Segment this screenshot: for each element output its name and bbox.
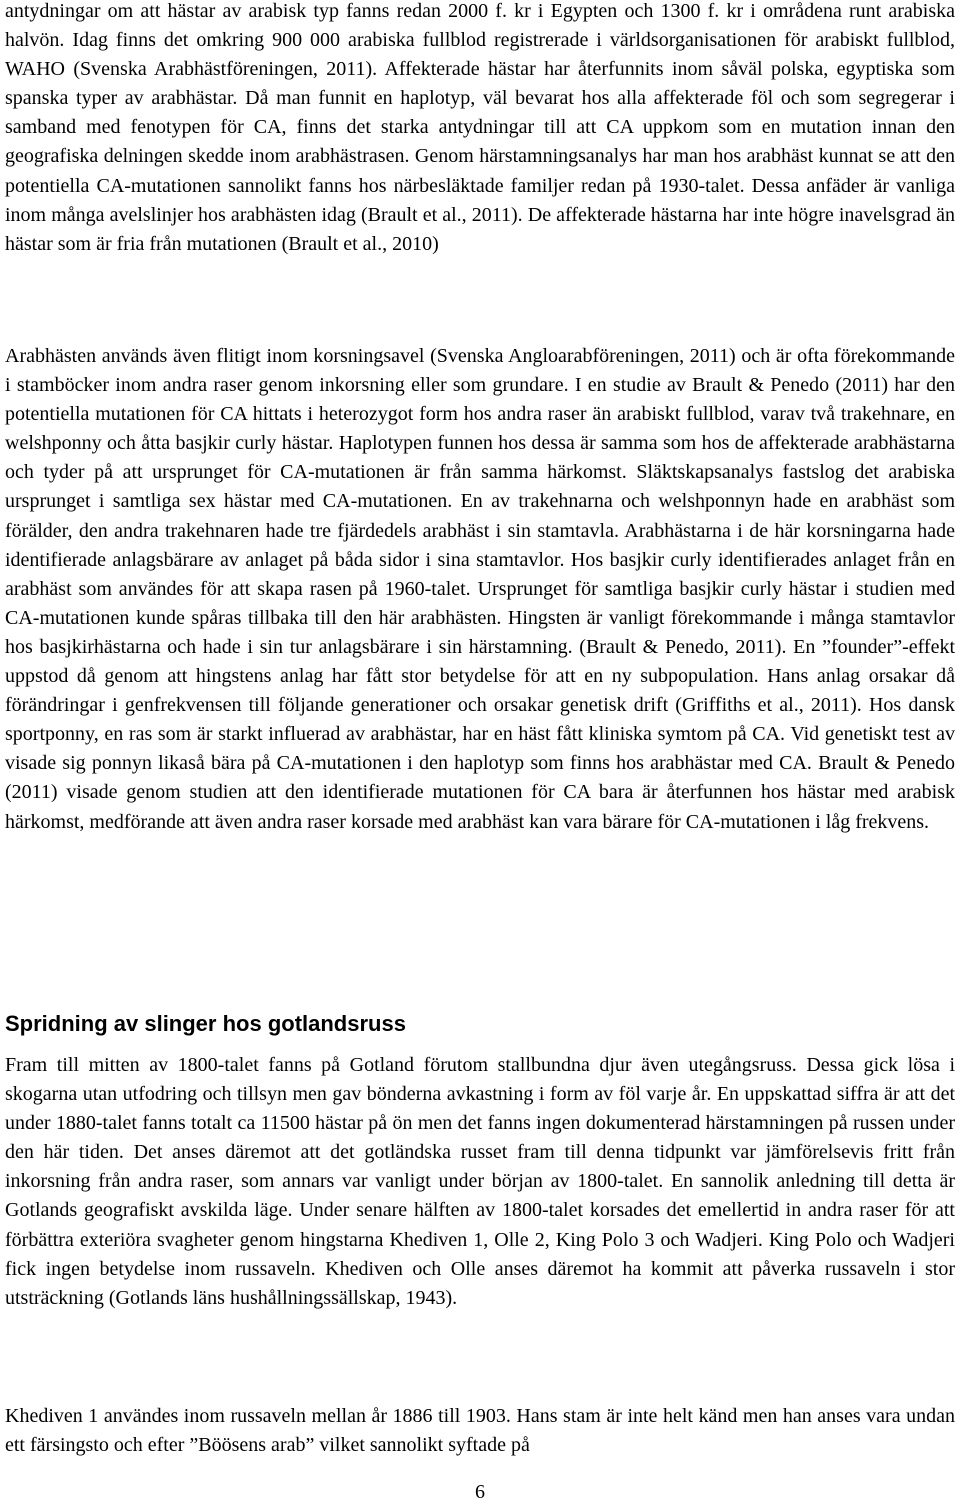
section-paragraph-1: Fram till mitten av 1800-talet fanns på Gotland förutom stallbundna djur även utegångsruss. Dessa gick lösa i skogarna utan utfodring och tillsyn men gav bönderna avkastning i form av föl varje år. En uppskattad siffra är att det under 1880-talet fanns totalt ca 11500 hästar på ön men det fanns ingen dokumenterad härstamningen på russen under den här tiden. Det anses däremot att det gotländska russet fram till denna tidpunkt var jämförelsevis fritt från inkorsning från andra raser, som annars var vanligt under början av 1800-talet. En sannolik anledning till detta är Gotlands geografiskt avskilda läge. Under senare hälften av 1800-talet korsades det emellertid in andra raser för att förbättra exteriöra svagheter genom hingstarna Khediven 1, Olle 2, King Polo 3 och Wadjeri. King Polo och Wadjeri fick ingen betydelse inom russaveln. Khediven och Olle anses däremot ha kommit att påverka russaveln i stor utsträckning (Gotlands läns hushållningssällskap, 1943). [5,1054,955,1309]
body-paragraph-2: Arabhästen används även flitigt inom korsningsavel (Svenska Angloarabföreningen, 2011) och är ofta förekommande i stamböcker inom andra raser genom inkorsning eller som grundare. I en studie av Brault & Penedo (2011) har den potentiella mutationen för CA hittats i heterozygot form hos andra raser än arabiskt fullblod, varav två trakehnare, en welshponny och åtta basjkir curly hästar. Haplotypen funnen hos dessa är samma som hos de affekterade arabhästarna och tyder på att ursprunget för CA-mutationen är från samma härkomst. Släktskapsanalys fastslog det arabiska ursprunget i samtliga sex hästar med CA-mutationen. En av trakehnarna och welshponnyn hade en arabhäst som förälder, den andra trakehnaren hade tre fjärdedels arabhäst i sin stamtavla. Arabhästarna i de här korsningarna hade identifierade anlagsbärare av anlaget på båda sidor i sina stamtavlor. Hos basjkir curly identifierades anlaget från en arabhäst som användes för att skapa rasen på 1960-talet. Ursprunget för samtliga basjkir curly hästar i studien med CA-mutationen kunde spåras tillbaka till den här arabhästen. Hingsten är vanligt förekommande i många stamtavlor hos basjkirhästarna och hade i sin tur anlagsbärare i sin härstamning. (Brault & Penedo, 2011). En ”founder”-effekt uppstod då genom att hingstens anlag har fått stor betydelse för att en ny subpopulation. Hans anlag orsakar då förändringar i genfrekvensen till följande generationer och orsakar genetisk drift (Griffiths et al., 2011). Hos dansk sportponny, en ras som är starkt influerad av arabhästar, har en häst fått kliniska symtom på CA. Vid genetiskt test av visade sig ponnyn likaså bära på CA-mutationen i den haplotyp som finns hos arabhästar med CA. Brault & Penedo (2011) visade genom studien att den identifierade mutationen för CA bara är återfunnen hos hästar med arabisk härkomst, medförande att även andra raser korsade med arabhäst kan vara bärare för CA-mutationen i låg frekvens. [5,345,955,833]
section-heading: Spridning av slinger hos gotlandsruss [5,1011,406,1036]
body-paragraph-1: antydningar om att hästar av arabisk typ fanns redan 2000 f. kr i Egypten och 1300 f. kr i områdena runt arabiska halvön. Idag finns det omkring 900 000 arabiska fullblod registrerade i världsorganisationen för arabiskt fullblod, WAHO (Svenska Arabhästföreningen, 2011). Affekterade hästar har återfunnits inom såväl polska, egyptiska som spanska typer av arabhästar. Då man funnit en haplotyp, väl bevarat hos alla affekterade föl och som segregerar i samband med fenotypen för CA, finns det starka antydningar till att CA uppkom som en mutation innan den geografiska delningen skedde inom arabhästrasen. Genom härstamningsanalys har man hos arabhäst kunnat se att den potentiella CA-mutationen sannolikt fanns hos närbesläktade familjer redan på 1930-talet. Dessa anfäder är vanliga inom många avelslinjer hos arabhästen idag (Brault et al., 2011). De affekterade hästarna har inte högre inavelsgrad än hästar som är fria från mutationen (Brault et al., 2010) [5,0,955,255]
section-paragraph-2: Khediven 1 användes inom russaveln mellan år 1886 till 1903. Hans stam är inte helt känd men han anses vara undan ett färsingsto och efter ”Böösens arab” vilket sannolikt syftade på [5,1405,955,1457]
page-number: 6 [475,1481,485,1503]
